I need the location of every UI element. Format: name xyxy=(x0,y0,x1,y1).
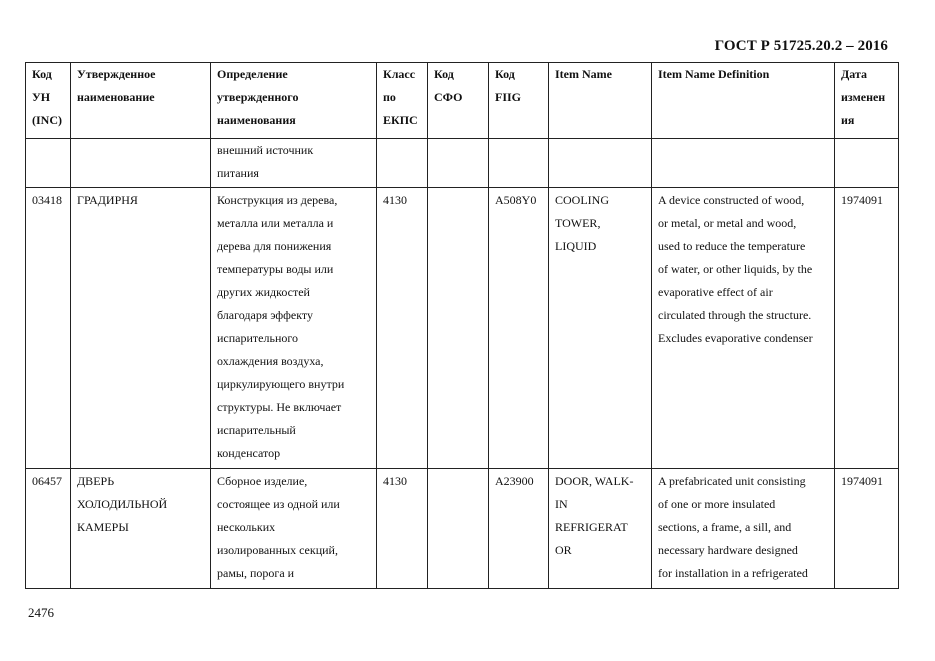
cell-line: A prefabricated unit consisting xyxy=(658,474,806,488)
cell-line: Item Name Definition xyxy=(658,67,770,81)
cell-class xyxy=(377,469,428,589)
header-definition xyxy=(211,63,377,139)
cell-line: (INC) xyxy=(32,113,62,127)
cell-line: ГРАДИРНЯ xyxy=(77,193,138,207)
cell-line: структуры. Не включает xyxy=(217,400,342,414)
cell-line: КАМЕРЫ xyxy=(77,520,129,534)
cell-line: Дата xyxy=(841,67,867,81)
cell-line: 06457 xyxy=(32,474,62,488)
cell-fiig xyxy=(489,188,549,469)
cell-line: испарительный xyxy=(217,423,296,437)
cell-line: of one or more insulated xyxy=(658,497,776,511)
cell-line: 4130 xyxy=(383,474,407,488)
cell-line: других жидкостей xyxy=(217,285,310,299)
cell-line: or metal, or metal and wood, xyxy=(658,216,797,230)
cell-line: A device constructed of wood, xyxy=(658,193,805,207)
cell-line: металла или металла и xyxy=(217,216,334,230)
cell-line: circulated through the structure. xyxy=(658,308,812,322)
cell-line: изменен xyxy=(841,90,886,104)
cell-line: necessary hardware designed xyxy=(658,543,798,557)
cell-line: благодаря эффекту xyxy=(217,308,313,322)
page-number: 2476 xyxy=(28,605,54,620)
table-row xyxy=(26,469,899,589)
cell-line: состоящее из одной или xyxy=(217,497,340,511)
cell-line: A508Y0 xyxy=(495,193,537,207)
cell-line: of water, or other liquids, by the xyxy=(658,262,813,276)
cell-line: по xyxy=(383,90,396,104)
cell-line: наименования xyxy=(217,113,296,127)
header-fiig-code xyxy=(489,63,549,139)
table-row xyxy=(26,139,899,188)
cell-definition xyxy=(211,188,377,469)
cell-line: Excludes evaporative condenser xyxy=(658,331,813,345)
cell-definition xyxy=(211,469,377,589)
cell-name xyxy=(71,139,211,188)
header-sfo-code xyxy=(428,63,489,139)
header-item-name xyxy=(549,63,652,139)
table-row xyxy=(26,188,899,469)
cell-item-name xyxy=(549,188,652,469)
cell-line: REFRIGERAT xyxy=(555,520,628,534)
cell-line: Код xyxy=(32,67,52,81)
cell-line: Item Name xyxy=(555,67,612,81)
cell-line: TOWER, xyxy=(555,216,601,230)
cell-line: evaporative effect of air xyxy=(658,285,773,299)
cell-line: нескольких xyxy=(217,520,276,534)
cell-line: OR xyxy=(555,543,572,557)
cell-line: внешний источник xyxy=(217,143,314,157)
header-change-date xyxy=(835,63,899,139)
cell-line: LIQUID xyxy=(555,239,597,253)
cell-line: sections, a frame, a sill, and xyxy=(658,520,792,534)
cell-line: 1974091 xyxy=(841,193,883,207)
cell-class xyxy=(377,188,428,469)
cell-sfo xyxy=(428,188,489,469)
cell-line: охлаждения воздуха, xyxy=(217,354,324,368)
cell-fiig xyxy=(489,139,549,188)
cell-line: for installation in a refrigerated xyxy=(658,566,808,580)
registry-table xyxy=(25,62,899,589)
cell-item-name xyxy=(549,139,652,188)
standard-code: ГОСТ Р 51725.20.2 – 2016 xyxy=(714,38,888,54)
cell-line: used to reduce the temperature xyxy=(658,239,806,253)
cell-definition xyxy=(211,139,377,188)
cell-item-definition xyxy=(652,139,835,188)
cell-item-name xyxy=(549,469,652,589)
cell-line: 1974091 xyxy=(841,474,883,488)
cell-line: УН xyxy=(32,90,51,104)
cell-date xyxy=(835,139,899,188)
cell-line: Утвержденное xyxy=(77,67,156,81)
cell-line: дерева для понижения xyxy=(217,239,332,253)
cell-sfo xyxy=(428,469,489,589)
cell-sfo xyxy=(428,139,489,188)
cell-line: COOLING xyxy=(555,193,609,207)
cell-inc xyxy=(26,469,71,589)
header-item-name-definition xyxy=(652,63,835,139)
cell-line: наименование xyxy=(77,90,155,104)
cell-line: изолированных секций, xyxy=(217,543,338,557)
table-header-row xyxy=(26,63,899,139)
cell-line: Конструкция из дерева, xyxy=(217,193,338,207)
cell-inc xyxy=(26,188,71,469)
cell-item-definition xyxy=(652,188,835,469)
cell-name xyxy=(71,469,211,589)
cell-line: Код xyxy=(495,67,515,81)
cell-line: FIIG xyxy=(495,90,522,104)
cell-item-definition xyxy=(652,469,835,589)
cell-line: утвержденного xyxy=(217,90,299,104)
cell-fiig xyxy=(489,469,549,589)
cell-line: ия xyxy=(841,113,855,127)
cell-date xyxy=(835,469,899,589)
cell-line: 03418 xyxy=(32,193,62,207)
cell-class xyxy=(377,139,428,188)
cell-line: питания xyxy=(217,166,259,180)
header-inc-code xyxy=(26,63,71,139)
cell-name xyxy=(71,188,211,469)
cell-line: Сборное изделие, xyxy=(217,474,308,488)
cell-date xyxy=(835,188,899,469)
cell-line: ЕКПС xyxy=(383,113,418,127)
cell-line: ДВЕРЬ xyxy=(77,474,115,488)
cell-line: IN xyxy=(555,497,568,511)
cell-line: A23900 xyxy=(495,474,534,488)
cell-line: Определение xyxy=(217,67,288,81)
cell-line: температуры воды или xyxy=(217,262,334,276)
cell-line: DOOR, WALK- xyxy=(555,474,634,488)
cell-line: 4130 xyxy=(383,193,407,207)
cell-line: Класс xyxy=(383,67,416,81)
cell-line: испарительного xyxy=(217,331,298,345)
cell-line: конденсатор xyxy=(217,446,281,460)
header-class-ekps xyxy=(377,63,428,139)
cell-line: Код xyxy=(434,67,454,81)
cell-inc xyxy=(26,139,71,188)
cell-line: ХОЛОДИЛЬНОЙ xyxy=(77,497,168,511)
cell-line: циркулирующего внутри xyxy=(217,377,345,391)
cell-line: рамы, порога и xyxy=(217,566,295,580)
cell-line: СФО xyxy=(434,90,463,104)
header-approved-name xyxy=(71,63,211,139)
